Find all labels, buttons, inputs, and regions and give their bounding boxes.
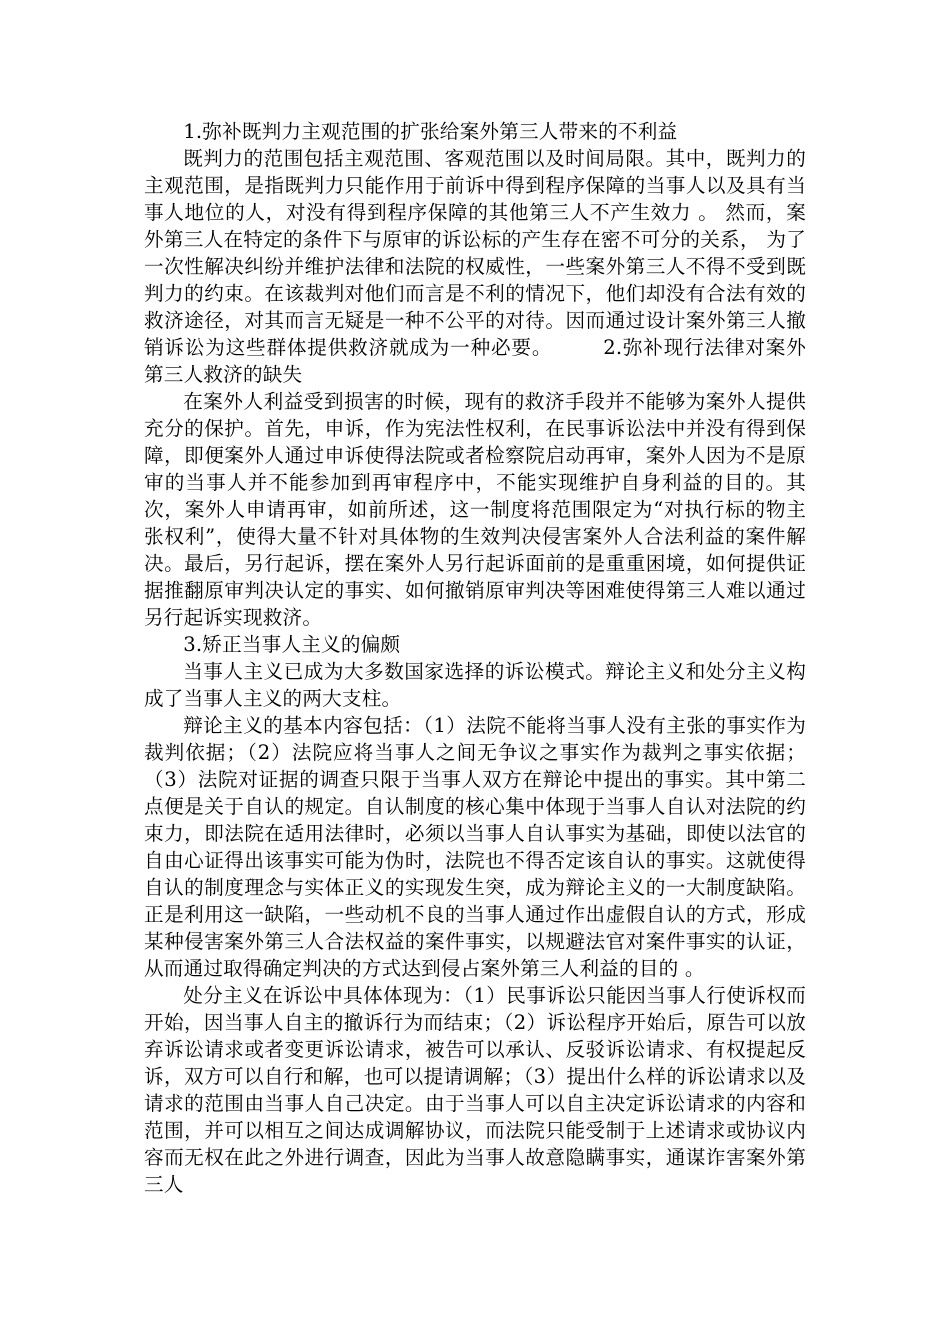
document-page [144,118,806,1198]
section-heading-1: 1.弥补既判力主观范围的扩张给案外第三人带来的不利益 [183,120,678,143]
paragraph-2: 在案外人利益受到损害的时候，现有的救济手段并不能够为案外人提供充分的保护。首先，申诉，作为宪法性权利，在民事诉讼法中并没有得到保障，即便案外人通过申诉使得法院或者检察院启动再审，案外人因为不是原审的当事人并不能参加到再审程序中，不能实现维护自身利益的目的。其次，案外人申请再审，如前所述，这一制度将范围限定为“对执行标的物主张权利”，使得大量不针对具体物的生效判决侵害案外人合法利益的案件解决。最后，另行起诉，摆在案外人另行起诉面前的是重重困境，如何提供证据推翻原审判决认定的事实、如何撤销原审判决等困难使得第三人难以通过另行起诉实现救济。 [144,390,806,629]
paragraph-5: 处分主义在诉讼中具体体现为：（1）民事诉讼只能因当事人行使诉权而开始，因当事人自主的撤诉行为而结束；（2）诉讼程序开始后，原告可以放弃诉讼请求或者变更诉讼请求，被告可以承认、反驳诉讼请求、有权提起反诉，双方可以自行和解，也可以提请调解；（3）提出什么样的诉讼请求以及请求的范围由当事人自己决定。由于当事人可以自主决定诉讼请求的内容和范围，并可以相互之间达成调解协议，而法院只能受制于上述请求或协议内容而无权在此之外进行调查，因此为当事人故意隐瞒事实，通谋诈害案外第三人 [144,984,806,1196]
paragraph-1 [144,145,806,388]
paragraph-3: 当事人主义已成为大多数国家选择的诉讼模式。辩论主义和处分主义构成了当事人主义的两大支柱。 [144,660,806,710]
section-heading-3: 3.矫正当事人主义的偏颇 [183,633,401,656]
paragraph-1-text: 既判力的范围包括主观范围、客观范围以及时间局限。其中，既判力的主观范围，是指既判力只能作用于前诉中得到程序保障的当事人以及具有当事人地位的人，对没有得到程序保障的其他第三人不产生效力 。 然而，案外第三人在特定的条件下与原审的诉讼标的产生存在密不可分的关系， 为了一次性解决纠纷并维护法律和法院的权威性，一些案外第三人不得不受到既判力的约束。在该裁判对他们而言是不利的情况下，他们却没有合法有效的救济途径，对其而言无疑是一种不公平的对待。因而通过设计案外第三人撤销诉讼为这些群体提供救济就成为一种必要。 [144,147,806,359]
section-heading-2: 2.弥补现行法律对案外第三人救济的缺失 [144,336,806,386]
paragraph-4: 辩论主义的基本内容包括：（1）法院不能将当事人没有主张的事实作为裁判依据；（2）法院应将当事人之间无争议之事实作为裁判之事实依据；（3）法院对证据的调查只限于当事人双方在辩论中提出的事实。其中第二点便是关于自认的规定。自认制度的核心集中体现于当事人自认对法院的约束力，即法院在适用法律时，必须以当事人自认事实为基础，即使以法官的自由心证得出该事实可能为伪时，法院也不得否定该自认的事实。这就使得自认的制度理念与实体正义的实现发生突，成为辩论主义的一大制度缺陷。正是利用这一缺陷，一些动机不良的当事人通过作出虚假自认的方式，形成某种侵害案外第三人合法权益的案件事实，以规避法官对案件事实的认证，从而通过取得确定判决的方式达到侵占案外第三人利益的目的 。 [144,714,806,980]
